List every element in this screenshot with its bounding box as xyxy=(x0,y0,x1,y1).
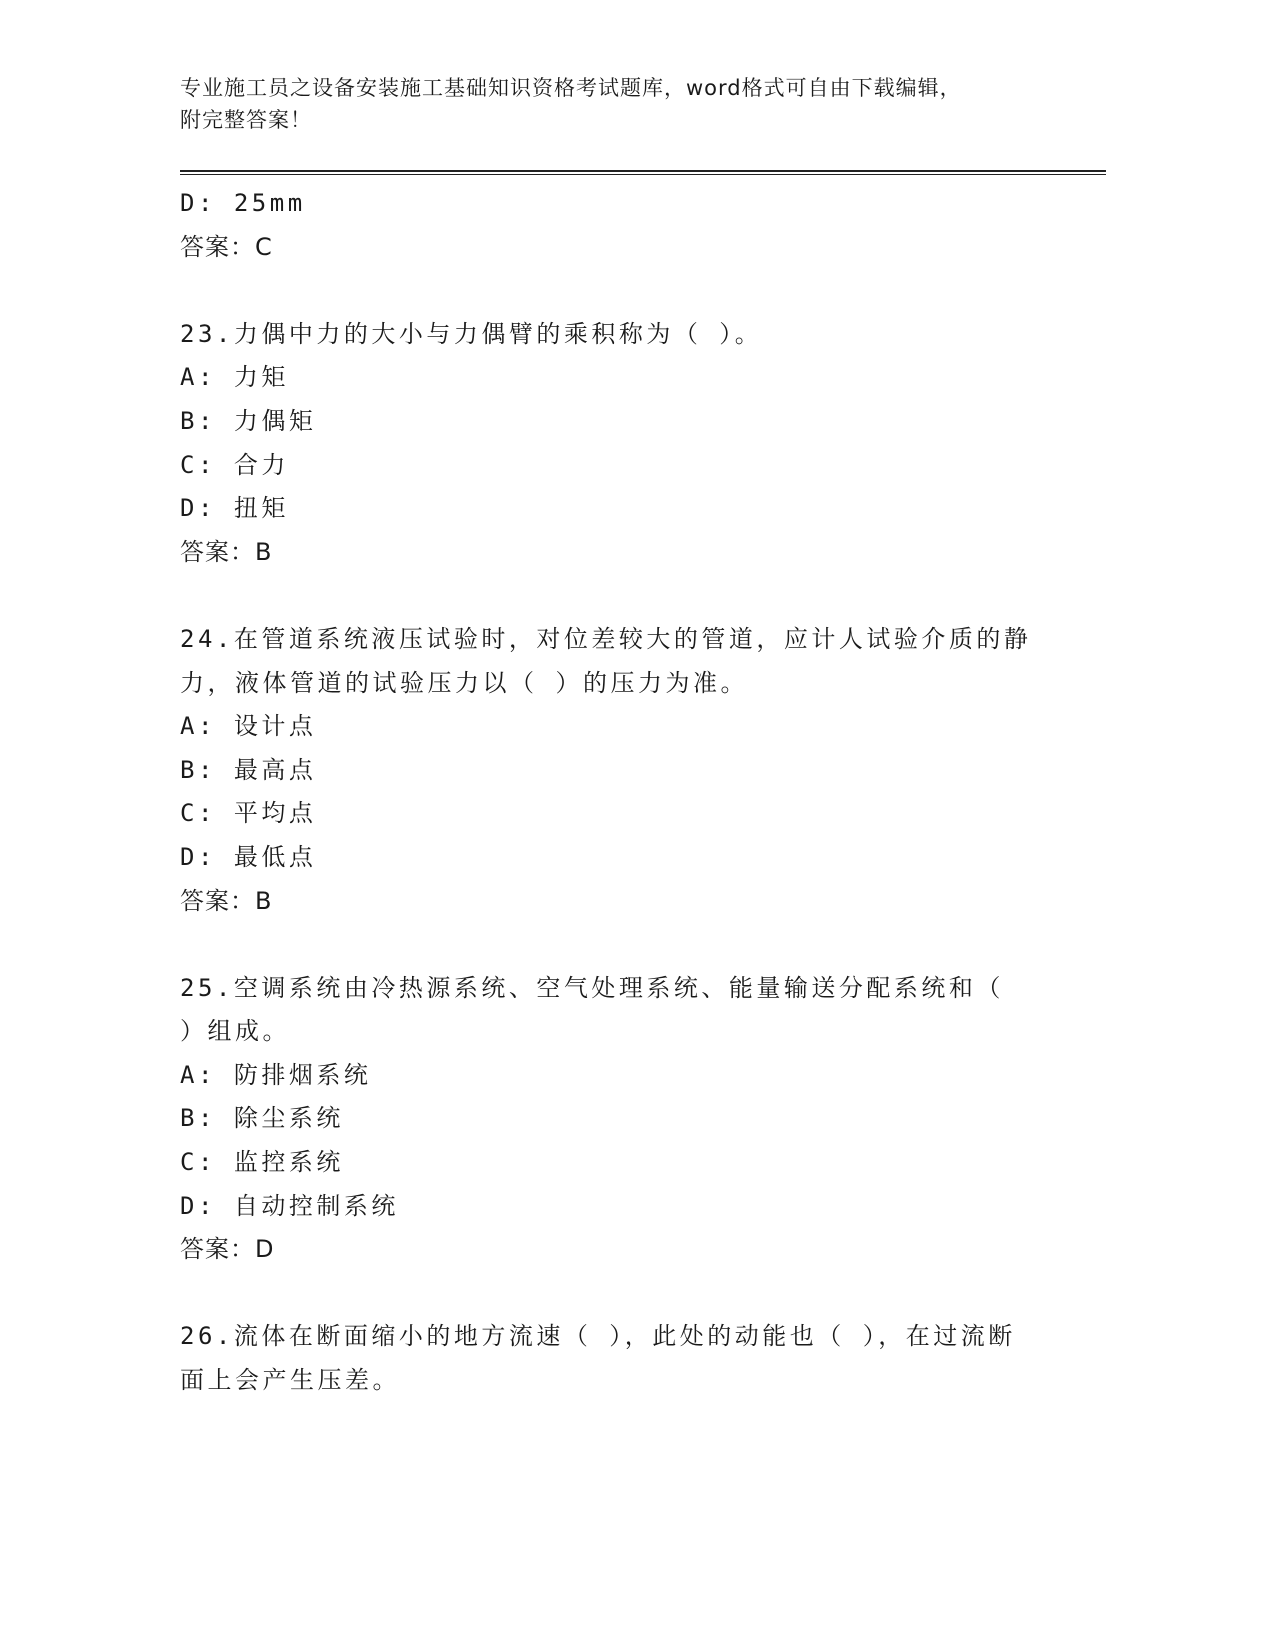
question-25-option-b: B: 除尘系统 xyxy=(180,1104,344,1133)
question-24-answer: 答案：B xyxy=(180,886,273,915)
question-24-option-a: A: 设计点 xyxy=(180,712,317,741)
question-25-option-c: C: 监控系统 xyxy=(180,1148,344,1177)
question-25-answer: 答案：D xyxy=(180,1235,275,1264)
question-24 xyxy=(180,618,1060,923)
question-25-option-a: A: 防排烟系统 xyxy=(180,1060,372,1089)
question-26 xyxy=(180,1315,1060,1402)
question-23-option-c: C: 合力 xyxy=(180,450,289,479)
header-line-1: 专业施工员之设备安装施工基础知识资格考试题库，word格式可自由下载编辑， xyxy=(180,76,962,100)
spacer xyxy=(180,574,1060,618)
question-23-option-a: A: 力矩 xyxy=(180,363,289,392)
header-divider xyxy=(180,170,1106,175)
spacer xyxy=(180,269,1060,313)
question-26-text-line-1: 26.流体在断面缩小的地方流速（ ），此处的动能也（ ），在过流断 xyxy=(180,1322,1016,1351)
spacer xyxy=(180,1272,1060,1316)
spacer xyxy=(180,923,1060,967)
question-26-text-line-2: 面上会产生压差。 xyxy=(180,1366,400,1395)
question-23-text: 23.力偶中力的大小与力偶臂的乘积称为（ ）。 xyxy=(180,319,763,348)
question-23 xyxy=(180,313,1060,575)
page-header xyxy=(180,72,1060,136)
question-23-option-d: D: 扭矩 xyxy=(180,494,289,523)
question-23-answer: 答案：B xyxy=(180,537,273,566)
prev-answer: 答案：C xyxy=(180,232,273,261)
question-25-text-line-2: ）组成。 xyxy=(180,1017,290,1046)
header-line-2: 附完整答案！ xyxy=(180,108,312,132)
question-24-text-line-2: 力，液体管道的试验压力以（ ）的压力为准。 xyxy=(180,668,748,697)
question-23-option-b: B: 力偶矩 xyxy=(180,406,317,435)
question-25-option-d: D: 自动控制系统 xyxy=(180,1191,399,1220)
question-list xyxy=(180,182,1060,1403)
question-24-option-b: B: 最高点 xyxy=(180,755,317,784)
question-25 xyxy=(180,967,1060,1272)
question-25-text-line-1: 25.空调系统由冷热源系统、空气处理系统、能量输送分配系统和（ xyxy=(180,973,1004,1002)
prev-option-d: D: 25mm xyxy=(180,189,306,217)
question-24-option-d: D: 最低点 xyxy=(180,842,317,871)
question-24-text-line-1: 24.在管道系统液压试验时，对位差较大的管道，应计人试验介质的静 xyxy=(180,624,1032,653)
question-24-option-c: C: 平均点 xyxy=(180,799,317,828)
